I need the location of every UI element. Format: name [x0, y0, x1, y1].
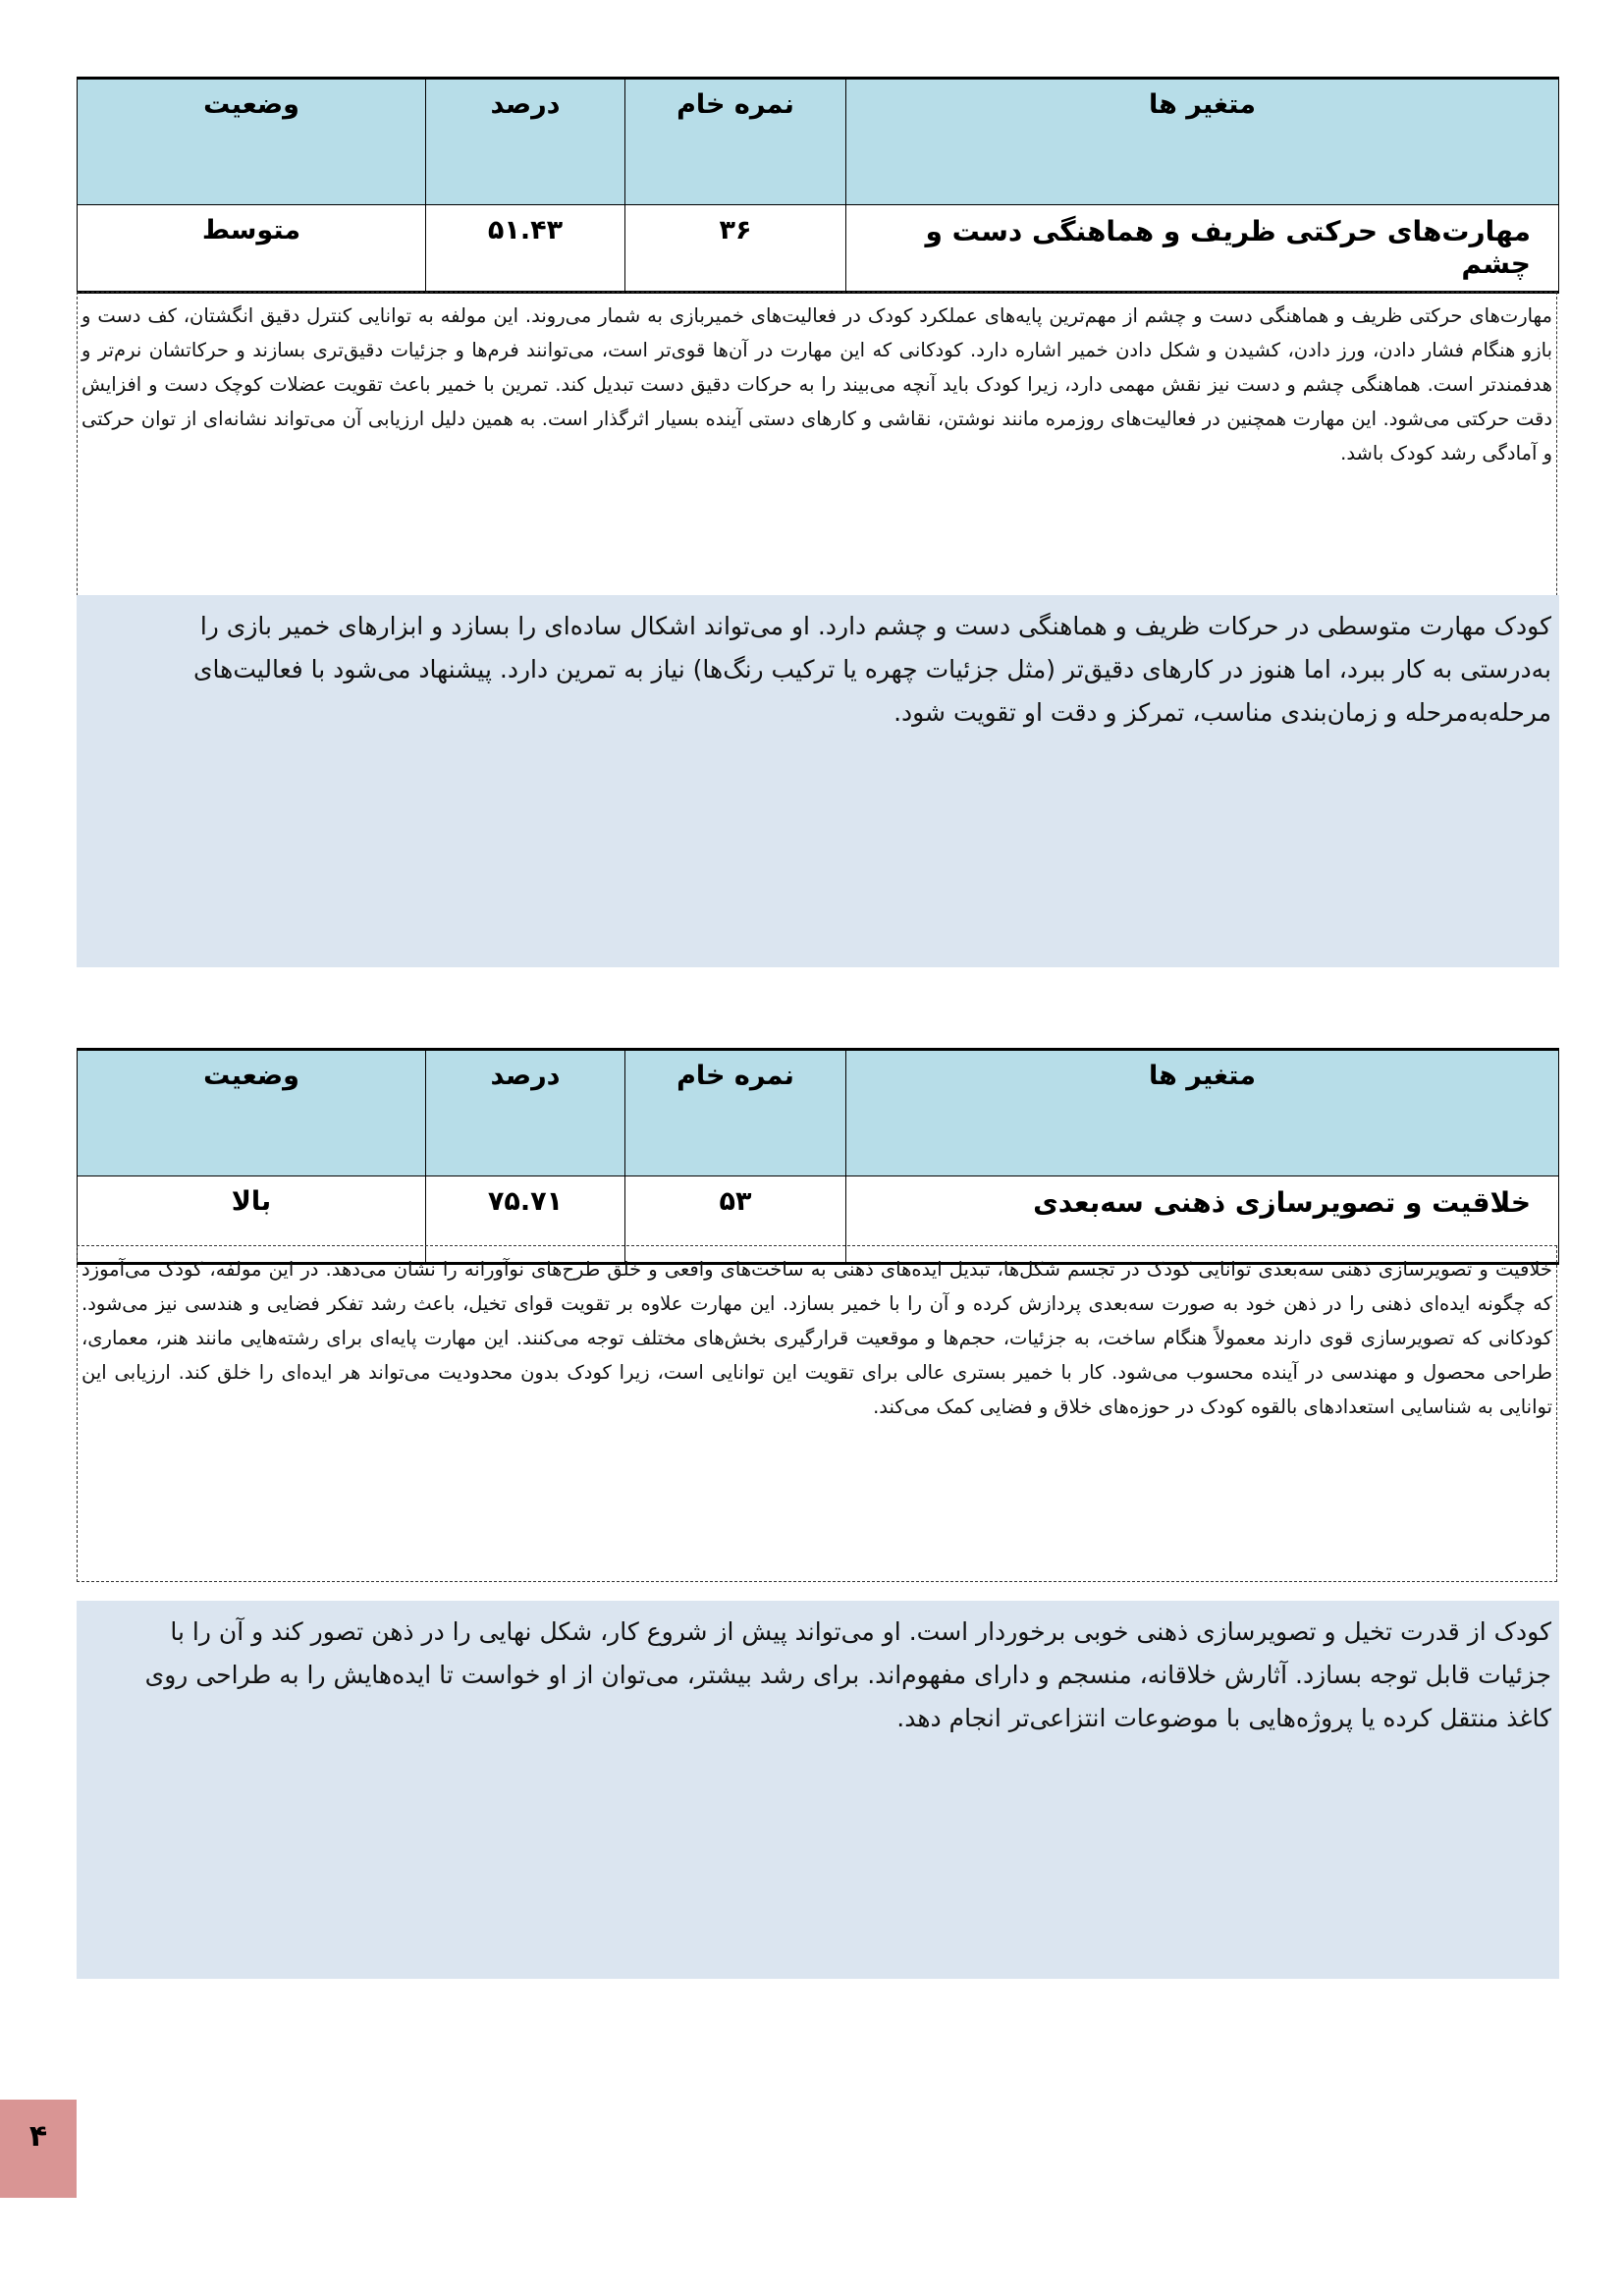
header-percent: درصد [426, 79, 625, 205]
cell-status: متوسط [78, 205, 426, 293]
description-box: مهارت‌های حرکتی ظریف و هماهنگی دست و چشم از مهم‌ترین پایه‌های عملکرد کودک در فعالیت‌های خمیربازی به شمار می‌روند. این مولفه به توانایی کنترل دقیق انگشتان، کف دست و بازو هنگام فشار دادن، ورز دادن، کشیدن و شکل دادن خمیر اشاره دارد. کودکانی که این مهارت در آن‌ها قوی‌تر است، می‌توانند فرم‌ها و جزئیات دقیق‌تری بسازند و حرکاتشان نرم‌تر و هدفمندتر است. هماهنگی چشم و دست نیز نقش مهمی دارد، زیرا کودک باید آنچه می‌بیند را به حرکات دقیق دست تبدیل کند. تمرین با خمیر باعث تقویت عضلات کوچک دست و افزایش دقت حرکتی می‌شود. این مهارت همچنین در فعالیت‌های روزمره مانند نوشتن، نقاشی و کارهای دستی آینده بسیار اثرگذار است. به همین دلیل ارزیابی آن می‌تواند نشانه‌ای از توان حرکتی و آمادگی رشد کودک باشد. [77, 292, 1557, 635]
score-table [77, 77, 1559, 294]
cell-status: بالا [78, 1176, 426, 1264]
result-box: کودک مهارت متوسطی در حرکات ظریف و هماهنگی دست و چشم دارد. او می‌تواند اشکال ساده‌ای را بسازد و ابزارهای خمیر بازی را به‌درستی به کار ببرد، اما هنوز در کارهای دقیق‌تر (مثل جزئیات چهره یا ترکیب رنگ‌ها) نیاز به تمرین دارد. پیشنهاد می‌شود با فعالیت‌های مرحله‌به‌مرحله و زمان‌بندی مناسب، تمرکز و دقت او تقویت شود. [77, 595, 1559, 967]
score-table [77, 1048, 1559, 1265]
description-box: خلاقیت و تصویرسازی ذهنی سه‌بعدی توانایی کودک در تجسم شکل‌ها، تبدیل ایده‌های ذهنی به ساخت‌های واقعی و خلق طرح‌های نوآورانه را نشان می‌دهد. در این مولفه، کودک می‌آموزد که چگونه ایده‌ای ذهنی را در ذهن خود به صورت سه‌بعدی پردازش کرده و آن را با خمیر بسازد. این مهارت علاوه بر تقویت قوای تخیل، باعث رشد تفکر فضایی و هندسی نیز می‌شود. کودکانی که تصویرسازی قوی دارند معمولاً هنگام ساخت، به جزئیات، حجم‌ها و موقعیت قرارگیری بخش‌های مختلف توجه می‌کنند. این مهارت پایه‌ای برای رشته‌هایی مانند هنر، معماری، طراحی محصول و مهندسی در آینده محسوب می‌شود. کار با خمیر بستری عالی برای تقویت این توانایی است، زیرا کودک بدون محدودیت می‌تواند هر ایده‌ای را خلق کند. ارزیابی این توانایی به شناسایی استعدادهای بالقوه کودک در حوزه‌های خلاق و فضایی کمک می‌کند. [77, 1245, 1557, 1582]
cell-variable: مهارت‌های حرکتی ظریف و هماهنگی دست و چشم [846, 205, 1559, 293]
header-raw-score: نمره خام [625, 79, 846, 205]
cell-variable: خلاقیت و تصویرسازی ذهنی سه‌بعدی [846, 1176, 1559, 1264]
table-header-row [78, 79, 1559, 205]
header-status: وضعیت [78, 79, 426, 205]
table-header-row [78, 1050, 1559, 1176]
result-box: کودک از قدرت تخیل و تصویرسازی ذهنی خوبی برخوردار است. او می‌تواند پیش از شروع کار، شکل نهایی را در ذهن تصور کند و آن را با جزئیات قابل توجه بسازد. آثارش خلاقانه، منسجم و دارای مفهوم‌اند. برای رشد بیشتر، می‌توان از او خواست تا ایده‌هایش را به طراحی روی کاغذ منتقل کرده یا پروژه‌هایی با موضوعات انتزاعی‌تر انجام دهد. [77, 1601, 1559, 1979]
score-section-creativity [77, 1048, 1559, 1991]
score-section-fine-motor [77, 77, 1559, 980]
header-status: وضعیت [78, 1050, 426, 1176]
page-number: ۴ [0, 2100, 77, 2198]
header-variable: متغیر ها [846, 1050, 1559, 1176]
cell-percent: ۵۱.۴۳ [426, 205, 625, 293]
cell-raw-score: ۳۶ [625, 205, 846, 293]
cell-percent: ۷۵.۷۱ [426, 1176, 625, 1264]
cell-raw-score: ۵۳ [625, 1176, 846, 1264]
table-row [78, 205, 1559, 293]
header-variable: متغیر ها [846, 79, 1559, 205]
header-raw-score: نمره خام [625, 1050, 846, 1176]
header-percent: درصد [426, 1050, 625, 1176]
